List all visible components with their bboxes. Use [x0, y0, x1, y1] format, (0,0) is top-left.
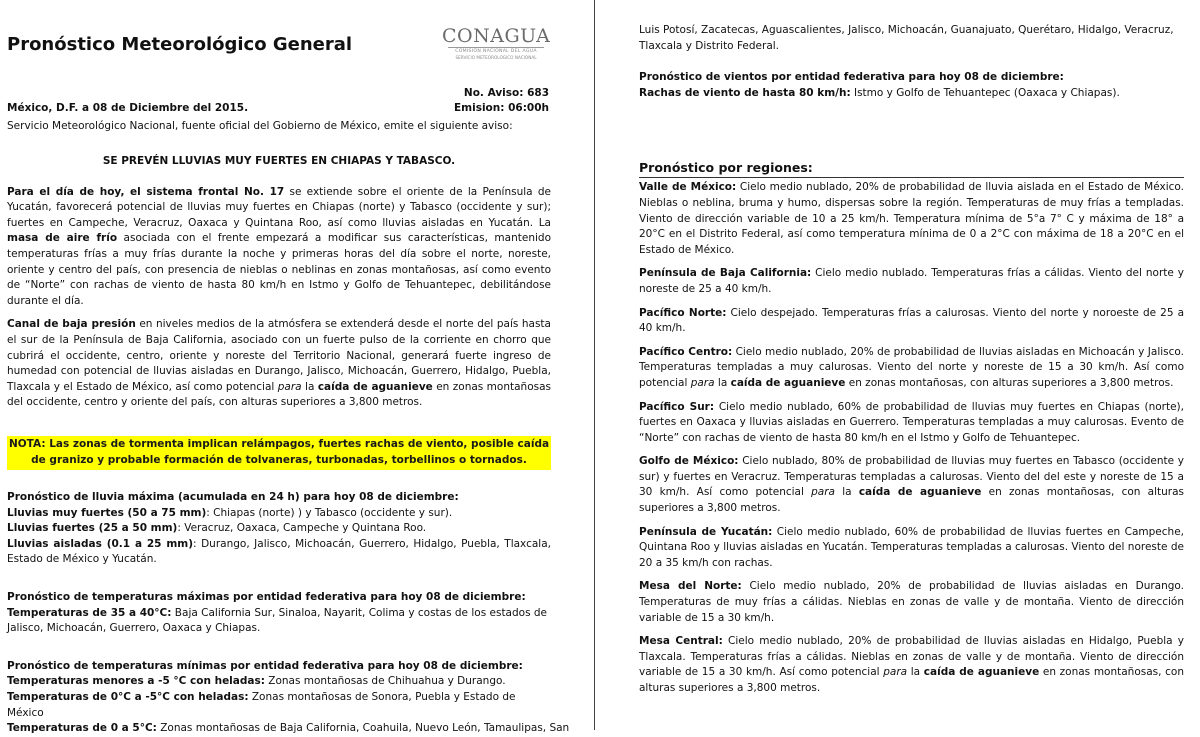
region-text: Cielo medio nublado, 20% de probabilidad de lluvias aisladas en Michoacán y Jalisco. Temperaturas templadas a muy calurosas. Viento del norte y noreste de 15 a 30 km/h. Así como potencial [639, 345, 1184, 389]
issue-date: México, D.F. a 08 de Diciembre del 2015. [7, 102, 249, 114]
region-name: Pacífico Sur: [639, 400, 715, 413]
row-text: Zonas montañosas de Sonora, Puebla y Estado de México [7, 691, 516, 719]
paragraph-text: en niveles medios de la atmósfera se extenderá desde el norte del país hasta el sur de la Península de Baja California, asociado con un fuerte pulso de la corriente en chorro que cubrirá el occidente, centro, oriente y noreste del Territorio Nacional, generará fuerte ingreso de humedad con potencial de lluvias aisladas en Durango, Jalisco, Michoacán, Guerrero, Hidalgo, Puebla, Tlaxcala y el Estado de México, así como potencial [7, 318, 551, 393]
region-text: en zonas montañosas, con alturas superiores a 3,800 metros. [639, 486, 1184, 515]
section-title: Pronóstico de vientos por entidad federativa para hoy 08 de diciembre: [639, 71, 1064, 84]
min-temp-continuation: Luis Potosí, Zacatecas, Aguascalientes, Jalisco, Michoacán, Guanajuato, Querétaro, Hidalgo, Veracruz, Tlaxcala y Distrito Federal. [639, 24, 1174, 52]
row-text: : Veracruz, Oaxaca, Campeche y Quintana Roo. [177, 522, 427, 535]
wind-row [639, 86, 1184, 102]
row-label: Temperaturas de 35 a 40°C: [7, 606, 172, 619]
region-text: la [907, 666, 924, 679]
logo-wordmark: CONAGUA [442, 25, 551, 47]
page-title: Pronóstico Meteorológico General [7, 34, 353, 55]
region-text: Cielo medio nublado, 60% de probabilidad de lluvias muy fuertes en Chiapas (norte), fuertes en Oaxaca y lluvias aisladas en Guerrero. Temperaturas templadas a muy calurosas. Evento de “Norte” con rachas de viento de hasta 80 km/h en el Istmo y Golfo de Tehuantepec. [639, 400, 1184, 444]
wind-title [639, 70, 1184, 86]
section-title: Pronóstico de temperaturas máximas por entidad federativa para hoy 08 de diciembre: [7, 591, 526, 604]
region-baja-california [639, 266, 1184, 297]
column-divider [594, 0, 595, 730]
logo-subtitle-2: SERVICIO METEOROLÓGICO NACIONAL [455, 55, 537, 60]
left-flow [7, 119, 570, 737]
row-text: Istmo y Golfo de Tehuantepec (Oaxaca y Chiapas). [850, 86, 1120, 99]
region-text: Cielo nublado, 80% de probabilidad de lluvias muy fuertes en Tabasco (occidente y sur) y fuertes en Veracruz. Temperaturas templadas a calurosas. Viento del del este y noreste de 15 a 30 km/h. Así como potencial [639, 455, 1184, 499]
region-mesa-del-norte [639, 579, 1184, 626]
region-bold: caída de aguanieve [858, 486, 982, 499]
aviso-number: No. Aviso: 683 [463, 87, 549, 99]
paragraph-low-pressure [7, 317, 551, 411]
region-name: Península de Yucatán: [639, 525, 773, 538]
row-text: Zonas montañosas de Baja California, Coahuila, Nuevo León, Tamaulipas, San [156, 722, 570, 735]
paragraph-text: se extiende sobre el oriente de la Península de Yucatán, favorecerá potencial de lluvias muy fuertes en Chiapas (norte) y Tabasco (occidente y sur); fuertes en Campeche, Veracruz, Oaxaca y Quintana Roo, así como lluvias aisladas en Yucatán. La [7, 185, 551, 229]
region-text: Cielo despejado. Temperaturas frías a calurosas. Viento del norte y noroeste de 25 a 40 km/h. [639, 306, 1184, 335]
row-label: Temperaturas de 0 a 5°C: [7, 722, 157, 735]
emision-time: Emision: 06:00h [453, 102, 549, 114]
paragraph-frontal-system [7, 185, 551, 310]
rain-row [7, 521, 551, 537]
conagua-logo [442, 26, 550, 60]
region-text: la [714, 376, 731, 389]
right-flow [639, 23, 1184, 697]
rain-forecast-title [7, 490, 551, 506]
region-bold: caída de aguanieve [923, 666, 1040, 679]
paragraph-italic: para [277, 380, 302, 393]
paragraph-text: la [301, 380, 318, 393]
rain-row [7, 537, 551, 568]
paragraph-lead: Para el día de hoy, el sistema frontal No. 17 [7, 185, 285, 198]
row-text: Baja California Sur, Sinaloa, Nayarit, Colima y costas de los estados de Jalisco, Michoacán, Guerrero, Oaxaca y Chiapas. [7, 606, 548, 635]
region-golfo-de-mexico [639, 454, 1184, 516]
region-name: Pacífico Centro: [639, 345, 733, 358]
region-name: Península de Baja California: [639, 267, 812, 280]
logo-rule [448, 47, 544, 48]
region-text: Cielo medio nublado. Temperaturas frías a cálidas. Viento del norte y noreste de 25 a 40 km/h. [639, 267, 1184, 295]
region-name: Golfo de México: [639, 455, 739, 468]
row-label: Lluvias muy fuertes (50 a 75 mm) [7, 506, 207, 519]
region-name: Valle de México: [639, 181, 737, 194]
region-peninsula-yucatan [639, 525, 1184, 572]
region-italic: para [690, 376, 715, 389]
min-temp-row [7, 690, 551, 721]
min-temp-row [7, 674, 551, 690]
rain-row [7, 506, 551, 522]
min-temp-forecast [7, 659, 570, 737]
region-text: Cielo medio nublado, 60% de probabilidad de lluvias fuertes en Campeche, Quintana Roo y lluvias aisladas en Yucatán. Temperaturas templadas a calurosas. Viento del noreste de 20 a 35 km/h con rachas. [639, 525, 1184, 569]
paragraph-bold: masa de aire frío [7, 232, 118, 245]
regions-title: Pronóstico por regiones: [639, 159, 1184, 178]
row-label: Temperaturas de 0°C a -5°C con heladas: [7, 691, 249, 704]
row-text: Zonas montañosas de Chihuahua y Durango. [264, 675, 506, 688]
region-text: en zonas montañosas, con alturas superiores a 3,800 metros. [845, 376, 1174, 389]
paragraph-text: en zonas montañosas del occidente, centro y oriente del país, con alturas superiores a 3,800 metros. [7, 380, 551, 409]
region-text: Cielo medio nublado, 20% de probabilidad de lluvias aisladas en Hidalgo, Puebla y Tlaxcala. Temperaturas frías a cálidas. Nieblas en zonas de valle y de montaña. Viento de dirección variable de 15 a 30 km/h. Así como potencial [639, 635, 1185, 679]
paragraph-bold: caída de aguanieve [317, 380, 433, 393]
section-title: Pronóstico de temperaturas mínimas por entidad federativa para hoy 08 de diciembre: [7, 659, 523, 672]
row-text: : Chiapas (norte) ) y Tabasco (occidente y sur). [206, 506, 453, 519]
paragraph-text: asociada con el frente empezará a modificar sus características, mantenido temperaturas frías a muy frías durante la noche y primeras horas del día sobre el norte, noreste, oriente y centro del país, con presencia de nieblas o neblinas en zonas montañosas, así como evento de “Norte” con rachas de viento de hasta 80 km/h en Istmo y Golfo de Tehuantepec, debilitándose durante el día. [7, 232, 551, 307]
region-text: la [835, 486, 859, 499]
intro-text: Servicio Meteorológico Nacional, fuente oficial del Gobierno de México, emite el siguiente aviso: [7, 120, 513, 132]
region-name: Mesa Central: [639, 635, 723, 648]
max-temp-row [7, 606, 551, 637]
min-temp-title [7, 659, 551, 675]
region-pacifico-centro [639, 345, 1184, 392]
min-temp-row [7, 721, 570, 737]
region-valle-de-mexico [639, 180, 1184, 258]
region-text: Cielo medio nublado, 20% de probabilidad de lluvia aislada en el Estado de México. Nieblas o neblina, bruma y humo, dispersas sobre la región. Temperaturas de muy frías a templadas. Viento de dirección variable de 10 a 25 km/h. Temperatura mínima de 5°a 7° C y máxima de 18° a 20°C en el Distrito Federal, así como temperatura mínima de 0 a 2°C con máxima de 18 a 20°C en el Estado de México. [639, 181, 1184, 256]
region-text: Cielo medio nublado, 20% de probabilidad de lluvias aisladas en Durango. Temperaturas de muy frías a cálidas. Nieblas en zonas de valle y de montaña. Viento de dirección variable de 15 a 30 km/h. [639, 580, 1184, 624]
region-name: Mesa del Norte: [639, 580, 742, 593]
paragraph-lead: Canal de baja presión [7, 318, 136, 331]
region-italic: para [811, 486, 835, 499]
row-text: : Durango, Jalisco, Michoacán, Guerrero, Hidalgo, Puebla, Tlaxcala, Estado de México y Yucatán. [7, 537, 551, 566]
row-label: Lluvias aisladas (0.1 a 25 mm) [7, 537, 194, 550]
region-text: en zonas montañosas, con alturas superiores a 3,800 metros. [639, 666, 1184, 694]
rain-forecast [7, 490, 551, 568]
max-temp-forecast [7, 590, 551, 637]
storm-note: NOTA: Las zonas de tormenta implican relámpagos, fuertes rachas de viento, posible caída de granizo y probable formación de tolvaneras, turbonadas, torbellinos o tornados. [7, 436, 551, 470]
section-title: Pronóstico de lluvia máxima (acumulada en 24 h) para hoy 08 de diciembre: [7, 491, 459, 504]
logo-subtitle: COMISIÓN NACIONAL DEL AGUA [455, 49, 537, 54]
row-label: Rachas de viento de hasta 80 km/h: [639, 86, 851, 99]
region-italic: para [883, 666, 908, 679]
row-label: Lluvias fuertes (25 a 50 mm) [7, 522, 178, 535]
wind-forecast [639, 70, 1184, 101]
row-label: Temperaturas menores a -5 °C con heladas: [7, 675, 265, 688]
max-temp-title [7, 590, 551, 606]
region-pacifico-norte [639, 306, 1184, 337]
region-bold: caída de aguanieve [730, 376, 846, 389]
region-mesa-central [639, 634, 1184, 696]
region-pacifico-sur [639, 400, 1184, 447]
region-name: Pacífico Norte: [639, 306, 727, 319]
aviso-block [454, 86, 549, 116]
headline: SE PREVÉN LLUVIAS MUY FUERTES EN CHIAPAS Y TABASCO. [102, 154, 456, 167]
